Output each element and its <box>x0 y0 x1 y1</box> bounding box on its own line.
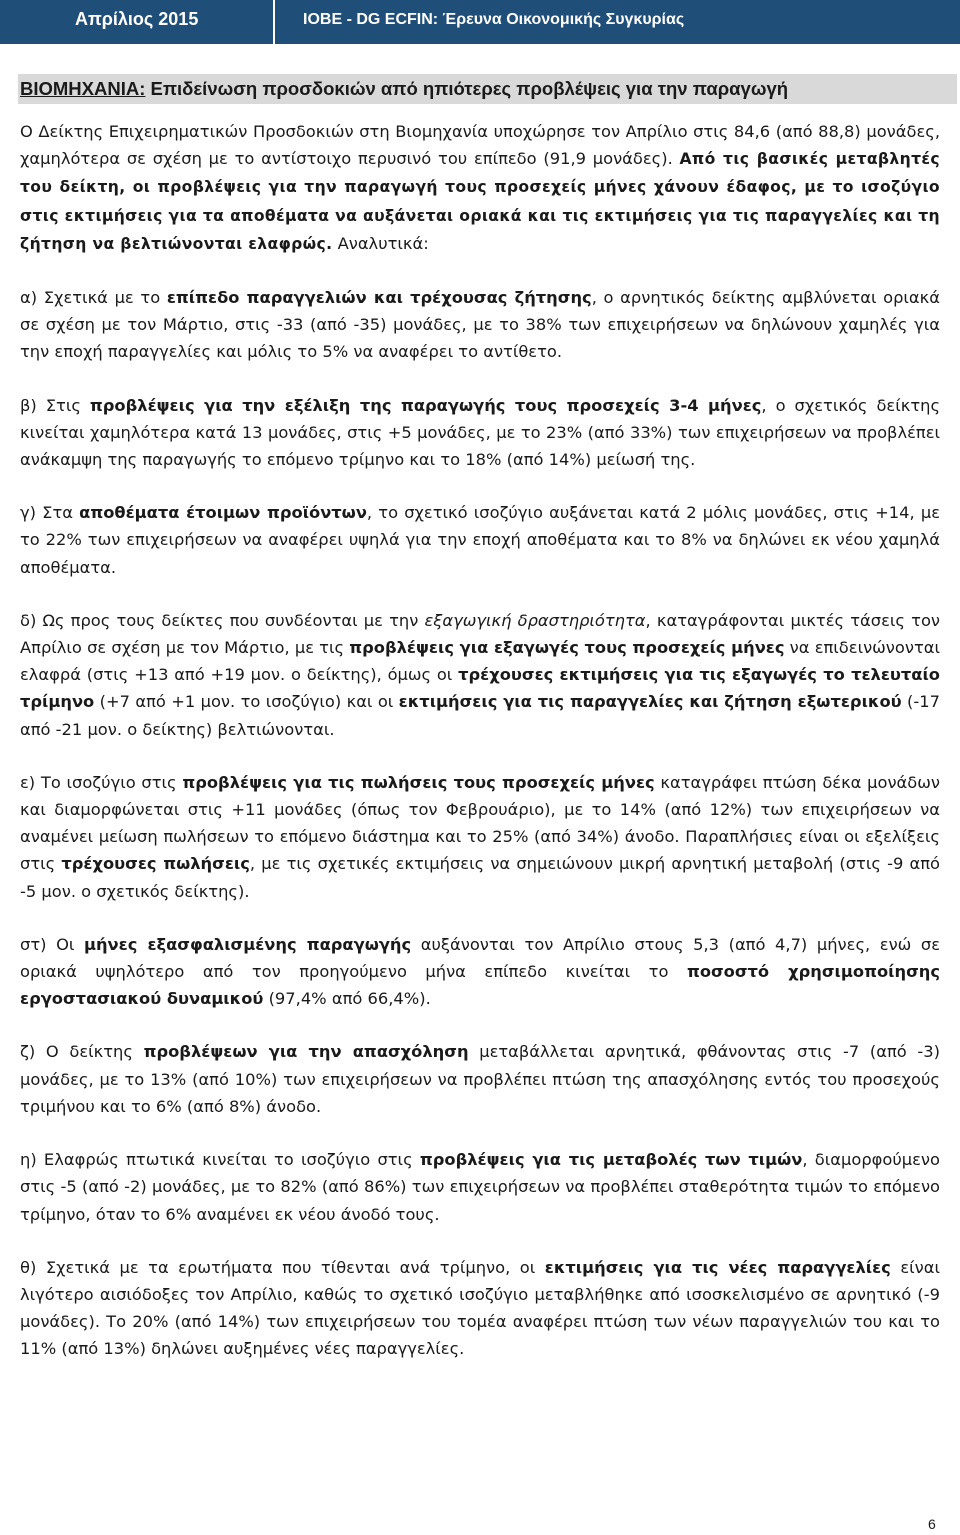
para-i-bold-1: εκτιμήσεις για τις νέες παραγγελίες <box>544 1257 891 1277</box>
para-c-text-1: γ) Στα <box>20 503 80 523</box>
section-heading <box>18 74 957 104</box>
section-heading-title: Επιδείνωση προσδοκιών από ηπιότερες προβλέψεις για την παραγωγή <box>145 78 789 99</box>
paragraph-f <box>20 931 940 1013</box>
header-divider <box>273 0 275 44</box>
para-g-text-1: ζ) Ο δείκτης <box>20 1042 144 1062</box>
para-h-text-2: , διαμορφούμενο στις -5 (από -2) μονάδες, με το 82% (από 86%) των επιχειρήσεων να προβλέπει σταθερότητα τιμών το επόμενο τρίμηνο, όταν το 6% αναμένει εκ νέου άνοδό τους. <box>20 1150 940 1224</box>
para-d-italic-1: εξαγωγική δραστηριότητα <box>424 610 646 630</box>
paragraph-intro <box>20 118 940 258</box>
para-f-bold-2: ποσοστό χρησιμοποίησης εργοστασιακού δυναμικού <box>20 962 940 1009</box>
para-d-bold-3: εκτιμήσεις για τις παραγγελίες και ζήτηση εξωτερικού <box>398 692 902 712</box>
para-a-text-1: α) Σχετικά με το <box>20 288 167 308</box>
para-d-text-3: να επιδεινώνονται ελαφρά (στις +13 από +19 μον. ο δείκτης), όμως οι <box>20 638 940 685</box>
paragraph-i <box>20 1254 940 1363</box>
para-b-bold-1: προβλέψεις για την εξέλιξη της παραγωγής τους προσεχείς 3-4 μήνες <box>89 395 762 415</box>
para-g-text-2: μεταβάλλεται αρνητικά, φθάνοντας στις -7 (από -3) μονάδες, με το 13% (από 10%) των επιχειρήσεων να προβλέπει πτώση της απασχόλησης εντός του προσεχούς τριμήνου και το 6% (από 8%) άνοδο. <box>20 1042 941 1116</box>
para-e-bold-2: τρέχουσες πωλήσεις <box>61 854 250 874</box>
para-e-text-3: , με τις σχετικές εκτιμήσεις να σημειώνουν μικρή αρνητική μεταβολή (στις -9 από -5 μον. ο σχετικός δείκτης). <box>20 854 940 901</box>
document-body <box>20 118 940 1389</box>
page-number: 6 <box>928 1516 936 1532</box>
para-a-bold-1: επίπεδο παραγγελιών και τρέχουσας ζήτησης <box>166 288 592 308</box>
intro-bold-summary: Από τις βασικές μεταβλητές του δείκτη, οι προβλέψεις για την παραγωγή τους προσεχείς μήνες χάνουν έδαφος, με το ισοζύγιο στις εκτιμήσεις για τα αποθέματα να αυξάνεται οριακά και τις εκτιμήσεις για τις παραγγελίες και τη ζήτηση να βελτιώνονται ελαφρώς. <box>20 150 940 253</box>
paragraph-e <box>20 769 940 905</box>
para-c-bold-1: αποθέματα έτοιμων προϊόντων <box>79 503 367 523</box>
para-f-text-3: (97,4% από 66,4%). <box>263 989 431 1009</box>
para-b-text-2: , ο σχετικός δείκτης κινείται χαμηλότερα κατά 13 μονάδες, στις +5 μονάδες, με το 23% (από 33%) των επιχειρήσεων να προβλέπει ανάκαμψη της παραγωγής το επόμενο τρίμηνο και το 18% (από 14%) μείωσή της. <box>20 395 941 470</box>
para-i-text-2: είναι λιγότερο αισιόδοξες τον Απρίλιο, καθώς το σχετικό ισοζύγιο μεταβλήθηκε από ισοσκελισμένο σε αρνητικό (-9 μονάδες). Το 20% (από 14%) των επιχειρήσεων του τομέα αναφέρει πτώση των νέων παραγγελιών του και το 11% (από 13%) δηλώνει αυξημένες νέες παραγγελίες. <box>20 1257 941 1359</box>
paragraph-d <box>20 607 940 743</box>
para-h-text-1: η) Ελαφρώς πτωτικά κινείται το ισοζύγιο στις <box>20 1150 420 1170</box>
para-e-bold-1: προβλέψεις για τις πωλήσεις τους προσεχείς μήνες <box>182 772 655 792</box>
paragraph-a <box>20 284 940 366</box>
paragraph-c <box>20 499 940 581</box>
para-g-bold-1: προβλέψεων για την απασχόληση <box>143 1042 469 1062</box>
para-d-bold-2: τρέχουσες εκτιμήσεις για τις εξαγωγές το τελευταίο τρίμηνο <box>20 665 940 712</box>
para-i-text-1: θ) Σχετικά με τα ερωτήματα που τίθενται ανά τρίμηνο, οι <box>20 1257 545 1277</box>
para-f-bold-1: μήνες εξασφαλισμένης παραγωγής <box>83 934 412 954</box>
para-a-text-2: , ο αρνητικός δείκτης αμβλύνεται οριακά σε σχέση με τον Μάρτιο, στις -33 (από -35) μονάδες, με το 38% των επιχειρήσεων να δηλώνουν χαμηλές για την εποχή παραγγελίες και μόλις το 5% να αναφέρει το αντίθετο. <box>20 288 940 362</box>
intro-text-2: Αναλυτικά: <box>332 233 429 253</box>
intro-text-1: Ο Δείκτης Επιχειρηματικών Προσδοκιών στη Βιομηχανία υποχώρησε τον Απρίλιο στις 84,6 (από 88,8) μονάδες, χαμηλότερα σε σχέση με το αντίστοιχο περυσινό του επίπεδο (91,9 μονάδες). <box>20 122 940 169</box>
page-header <box>0 0 960 44</box>
para-c-text-2: , το σχετικό ισοζύγιο αυξάνεται κατά 2 μόλις μονάδες, στις +14, με το 22% των επιχειρήσεων να αναφέρει υψηλά για την εποχή αποθέματα και το 8% να δηλώνει εκ νέου χαμηλά αποθέματα. <box>20 503 941 577</box>
para-d-text-1: δ) Ως προς τους δείκτες που συνδέονται με την <box>20 610 425 630</box>
para-d-bold-1: προβλέψεις για εξαγωγές τους προσεχείς μήνες <box>349 638 785 658</box>
header-date: Απρίλιος 2015 <box>75 9 199 29</box>
para-f-text-1: στ) Οι <box>20 934 84 954</box>
para-f-text-2: αυξάνονται τον Απρίλιο στους 5,3 (από 4,7) μήνες, ενώ σε οριακά υψηλότερο από τον προηγούμενο μήνα επίπεδο κινείται το <box>20 934 941 982</box>
para-e-text-1: ε) Το ισοζύγιο στις <box>20 772 183 792</box>
para-d-text-4: (+7 από +1 μον. το ισοζύγιο) και οι <box>94 692 399 712</box>
section-heading-prefix: ΒΙΟΜΗΧΑΝΙΑ: <box>20 78 146 99</box>
para-d-text-2: , καταγράφονται μικτές τάσεις τον Απρίλιο σε σχέση με τον Μάρτιο, με τις <box>20 610 940 658</box>
paragraph-g <box>20 1038 940 1120</box>
para-b-text-1: β) Στις <box>20 395 90 415</box>
para-e-text-2: καταγράφει πτώση δέκα μονάδων και διαμορφώνεται στις +11 μονάδες (όπως τον Φεβρουάριο), με το 14% (από 12%) των επιχειρήσεων να αναμένει μείωση πωλήσεων το επόμενο διάστημα και το 25% (από 34%) άνοδο. Παραπλήσιες είναι οι εξελίξεις στις <box>20 772 940 874</box>
para-d-text-5: (-17 από -21 μον. ο δείκτης) βελτιώνονται. <box>20 692 940 739</box>
paragraph-b <box>20 392 940 474</box>
paragraph-h <box>20 1146 940 1228</box>
para-h-bold-1: προβλέψεις για τις μεταβολές των τιμών <box>419 1150 803 1170</box>
header-title: ΙΟΒΕ - DG ECFIN: Έρευνα Οικονομικής Συγκυρίας <box>303 11 685 28</box>
